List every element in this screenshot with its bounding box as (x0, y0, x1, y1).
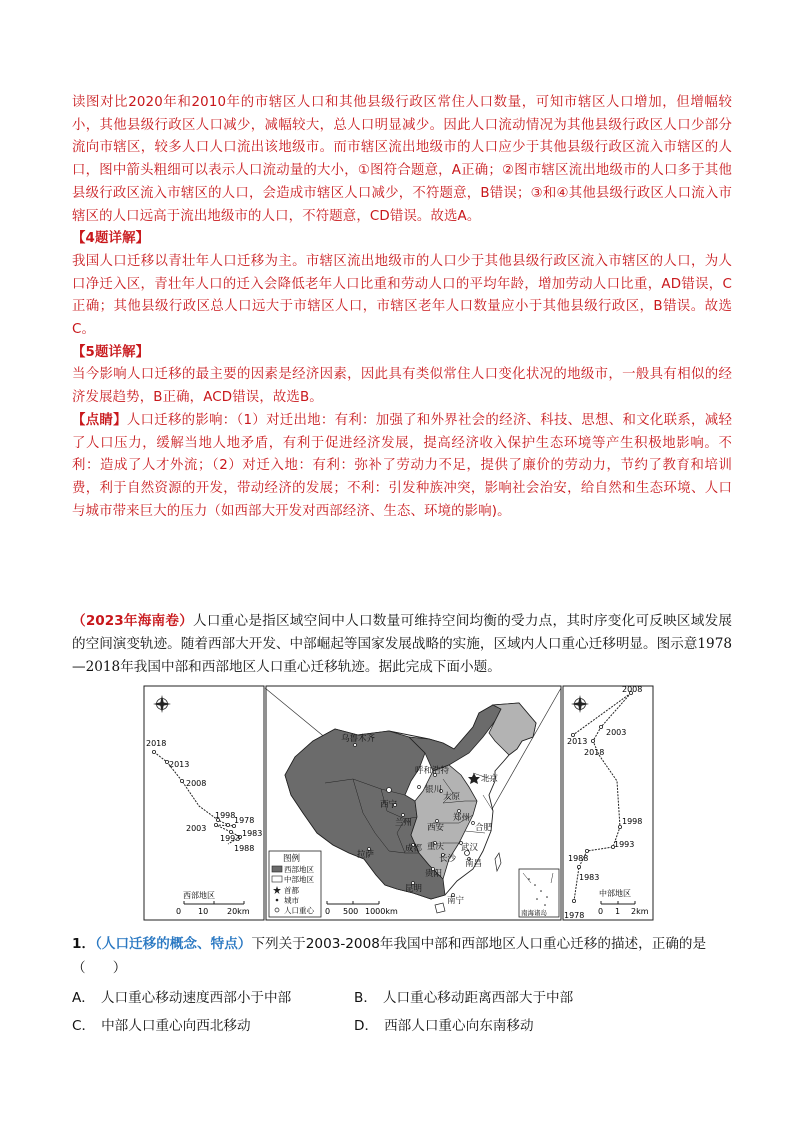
analysis-section (72, 92, 732, 523)
central-year-1988: 1988 (568, 854, 589, 863)
central-year-2008: 2008 (622, 685, 643, 694)
tip-paragraph (72, 410, 732, 524)
city-beijing: 北京 (481, 774, 499, 784)
west-center-marker (387, 788, 392, 793)
city-hefei: 合肥 (475, 823, 493, 833)
option-b[interactable] (354, 986, 573, 1006)
city-taiyuan: 太原 (443, 792, 461, 802)
city-xian: 西安 (427, 823, 445, 833)
question-1-paren: （ ） (72, 960, 127, 976)
central-scale-1: 1 (615, 907, 621, 916)
west-year-2003: 2003 (186, 824, 207, 833)
question-intro-text: 人口重心是指区域空间中人口数量可维持空间均衡的受力点，其时序变化可反映区域发展的空间演变轨迹。随着西部大开发、中部崛起等国家发展战略的实施，区域内人口重心迁移明显。图示意1978—2018年我国中部和西部地区人口重心迁移轨迹。据此完成下面小题。 (72, 613, 732, 675)
question-1 (72, 932, 742, 980)
city-urumqi: 乌鲁木齐 (341, 734, 376, 744)
question-source: （2023年海南卷） (72, 613, 194, 629)
central-year-2013: 2013 (567, 737, 588, 746)
legend-title: 图例 (283, 854, 301, 864)
city-lanzhou: 兰州 (395, 818, 413, 828)
option-b-letter: B． (354, 990, 377, 1006)
question-1-text: 下列关于2003-2008年我国中部和西部地区人口重心迁移的描述，正确的是 (251, 936, 707, 952)
city-chongqing: 重庆 (427, 842, 445, 852)
analysis-3-text: 读图对比2020年和2010年的市辖区人口和其他县级行政区常住人口数量，可知市辖区人口增加，但增幅较小，其他县级行政区人口减少，减幅较大，总人口明显减少。因此人口流动情况为其他县级行政区人口少部分流向市辖区，较多人口人口流出该地级市。而市辖区流出地级市的人口应少于其他县级行政区流入市辖区的人口，图中箭头粗细可以表示人口流动量的大小，①图符合题意，A正确；②图市辖区流出地级市的人口多于其他县级行政区流入市辖区的人口，会造成市辖区人口减少，不符题意，B错误；③和④其他县级行政区人口流入市辖区的人口远高于流出地级市的人口，不符题意，CD错误。故选A。 (72, 95, 732, 224)
west-year-1978: 1978 (234, 816, 255, 825)
west-year-1983: 1983 (242, 829, 263, 838)
city-yinchuan: 银川 (425, 785, 443, 795)
west-year-2013: 2013 (169, 760, 190, 769)
china-map-panel (265, 686, 561, 920)
analysis-4-text: 我国人口迁移以青壮年人口迁移为主。市辖区流出地级市的人口少于其他县级行政区流入市辖区的人口，为人口净迁入区，青壮年人口的迁入会降低老年人口比重和劳动人口的平均年龄，增加劳动人口比重，AD错误，C正确；其他县级行政区总人口远大于市辖区人口，市辖区老年人口数量应小于其他县级行政区，B错误。故选C。 (72, 253, 732, 338)
central-panel-title: 中部地区 (599, 889, 631, 898)
option-b-text: 人口重心移动距离西部大于中部 (382, 990, 574, 1006)
west-scale-20km: 20km (227, 907, 250, 916)
analysis-4-heading: 【4题详解】 (72, 231, 150, 247)
central-panel (563, 685, 653, 920)
legend-central-swatch (272, 876, 282, 882)
central-scale-2km: 2km (631, 907, 649, 916)
city-changsha: 长沙 (439, 854, 457, 864)
question-1-tag: （人口迁移的概念、特点） (95, 936, 252, 952)
option-d-text: 西部人口重心向东南移动 (384, 1018, 534, 1034)
city-wuhan: 武汉 (461, 843, 479, 853)
tip-heading: 【点睛】 (72, 412, 127, 428)
option-c[interactable] (72, 1014, 251, 1034)
central-year-1993: 1993 (614, 840, 635, 849)
legend-center-icon (275, 908, 279, 912)
city-chengdu: 成都 (405, 844, 423, 854)
map-scale-0: 0 (325, 907, 331, 916)
west-scale-10: 10 (198, 907, 209, 916)
map-legend (269, 851, 321, 917)
inset-label: 南海诸岛 (521, 909, 547, 917)
city-lhasa: 拉萨 (357, 850, 375, 860)
option-a[interactable] (72, 986, 291, 1006)
city-nanning: 南宁 (447, 896, 465, 906)
figure-svg (143, 683, 655, 925)
city-nanchang: 南昌 (465, 859, 483, 869)
west-panel (144, 686, 264, 920)
tip-text: 人口迁移的影响：（1）对迁出地：有利：加强了和外界社会的经济、科技、思想、和文化联系，减轻了人口压力，缓解当地人地矛盾，有利于促进经济发展，提高经济收入保护生态环境等产生积极地影响。不利：造成了人才外流；（2）对迁入地：有利：弥补了劳动力不足，提供了廉价的劳动力，节约了教育和培训费，利于自然资源的开发，带动经济的发展；不利：引发种族冲突，影响社会治安，给自然和生态环境、人口与城市带来巨大的压力（如西部大开发对西部经济、生态、环境的影响)。 (72, 412, 732, 519)
option-c-letter: C． (72, 1018, 96, 1034)
west-panel-title: 西部地区 (183, 891, 215, 900)
analysis-5-heading: 【5题详解】 (72, 344, 150, 360)
map-scale-500: 500 (343, 907, 359, 916)
legend-city-icon (276, 899, 279, 902)
west-year-1988: 1988 (234, 844, 255, 853)
hainan-island (435, 903, 445, 913)
legend-city: 城市 (284, 896, 299, 905)
central-year-2018: 2018 (584, 748, 605, 757)
map-scale-1000km: 1000km (365, 907, 398, 916)
population-center-figure (143, 683, 655, 925)
central-year-1978: 1978 (564, 911, 585, 920)
option-a-text: 人口重心移动速度西部小于中部 (100, 990, 292, 1006)
analysis-5-text: 当今影响人口迁移的最主要的因素是经济因素，因此具有类似常住人口变化状况的地级市，一般具有相似的经济发展趋势，B正确，ACD错误，故选B。 (72, 367, 732, 406)
question-intro (72, 610, 732, 678)
central-year-1998: 1998 (622, 817, 643, 826)
west-scale-0: 0 (176, 907, 182, 916)
central-year-1983: 1983 (579, 873, 600, 882)
legend-west: 西部地区 (284, 865, 314, 874)
option-d-letter: D． (354, 1018, 379, 1034)
city-zhengzhou: 郑州 (453, 813, 471, 823)
legend-center: 人口重心 (284, 906, 314, 915)
west-panel-frame (144, 686, 264, 920)
central-year-2003: 2003 (606, 728, 627, 737)
option-d[interactable] (354, 1014, 534, 1034)
city-guiyang: 贵阳 (425, 869, 443, 879)
option-c-text: 中部人口重心向西北移动 (101, 1018, 251, 1034)
option-a-letter: A． (72, 990, 95, 1006)
legend-capital: 首都 (284, 886, 299, 895)
legend-west-swatch (272, 866, 282, 872)
city-hohhot: 呼和浩特 (415, 766, 450, 776)
west-year-2018: 2018 (146, 739, 167, 748)
west-year-1993: 1993 (220, 834, 241, 843)
west-year-2008: 2008 (186, 779, 207, 788)
city-kunming: 昆明 (405, 884, 423, 894)
central-scale-0: 0 (598, 907, 604, 916)
west-year-1998: 1998 (215, 811, 236, 820)
legend-central: 中部地区 (284, 875, 314, 884)
question-1-number: 1． (72, 936, 96, 952)
city-xining: 西宁 (380, 800, 398, 810)
